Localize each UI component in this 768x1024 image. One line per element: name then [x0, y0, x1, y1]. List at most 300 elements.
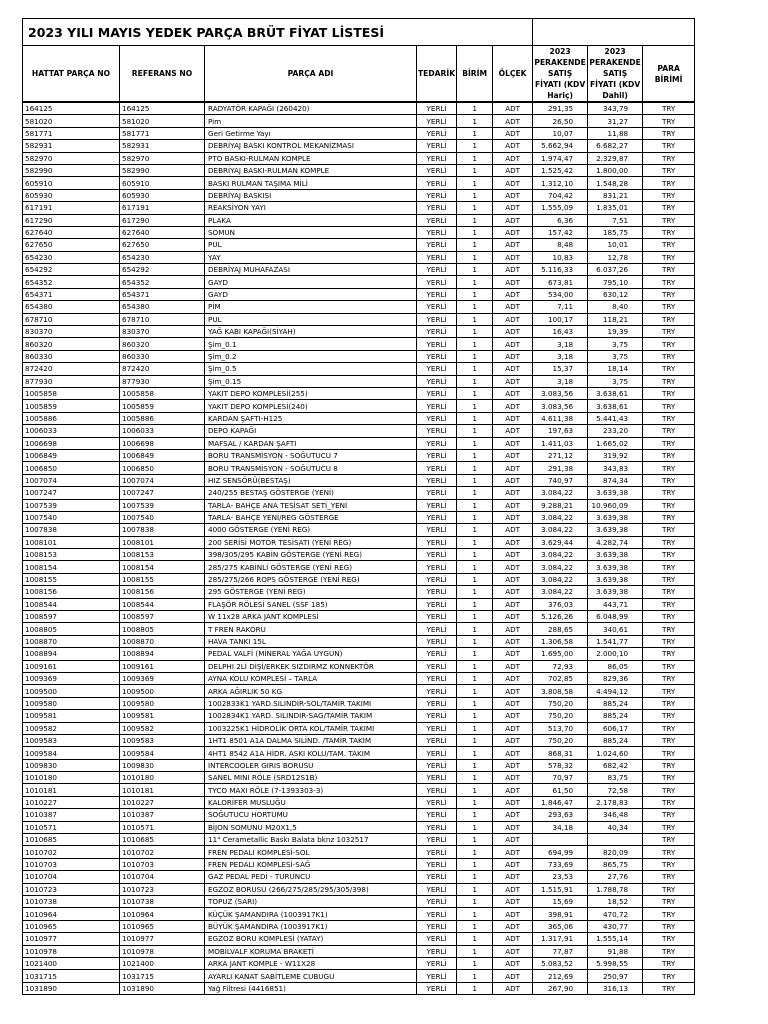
part-no-cell: 654292	[23, 264, 120, 276]
price-excl-vat-cell: 72,93	[533, 660, 588, 672]
unit-cell: 1	[457, 611, 493, 623]
reference-no-cell: 1007074	[120, 474, 205, 486]
column-header-reference-no: REFERANS NO	[120, 46, 205, 103]
measure-cell: ADT	[493, 127, 533, 139]
supply-cell: YERLİ	[417, 933, 457, 945]
reference-no-cell: 654292	[120, 264, 205, 276]
currency-cell: TRY	[643, 363, 695, 375]
measure-cell: ADT	[493, 400, 533, 412]
price-incl-vat-cell: 91,88	[588, 945, 643, 957]
unit-cell: 1	[457, 549, 493, 561]
reference-no-cell: 1007540	[120, 511, 205, 523]
part-name-cell: HIZ SENSÖRÜ(BESTAŞ)	[205, 474, 417, 486]
price-incl-vat-cell: 343,83	[588, 462, 643, 474]
currency-cell: TRY	[643, 524, 695, 536]
currency-cell: TRY	[643, 772, 695, 784]
unit-cell: 1	[457, 202, 493, 214]
currency-cell: TRY	[643, 449, 695, 461]
supply-cell: YERLİ	[417, 326, 457, 338]
price-excl-vat-cell: 267,90	[533, 982, 588, 994]
currency-cell: TRY	[643, 375, 695, 387]
currency-cell: TRY	[643, 685, 695, 697]
price-excl-vat-cell: 23,53	[533, 871, 588, 883]
price-incl-vat-cell: 86,05	[588, 660, 643, 672]
part-name-cell: DELPHI 2Lİ DİŞİ/ERKEK SIZDIRMZ KONNEKTÖR	[205, 660, 417, 672]
reference-no-cell: 1010704	[120, 871, 205, 883]
price-incl-vat-cell: 316,13	[588, 982, 643, 994]
measure-cell: ADT	[493, 561, 533, 573]
currency-cell: TRY	[643, 945, 695, 957]
unit-cell: 1	[457, 896, 493, 908]
price-incl-vat-cell: 470,72	[588, 908, 643, 920]
supply-cell: YERLİ	[417, 387, 457, 399]
part-name-cell: INTERCOOLER GIRIS BORUSU	[205, 759, 417, 771]
price-excl-vat-cell: 3.084,22	[533, 586, 588, 598]
part-name-cell: W 11x28 ARKA JANT KOMPLESİ	[205, 611, 417, 623]
part-no-cell: 581020	[23, 115, 120, 127]
measure-cell: ADT	[493, 598, 533, 610]
measure-cell: ADT	[493, 462, 533, 474]
table-row	[23, 796, 695, 808]
measure-cell: ADT	[493, 908, 533, 920]
price-incl-vat-cell	[588, 834, 643, 846]
price-excl-vat-cell: 733,69	[533, 858, 588, 870]
price-incl-vat-cell: 3.638,61	[588, 387, 643, 399]
measure-cell: ADT	[493, 350, 533, 362]
price-incl-vat-cell: 1.024,60	[588, 747, 643, 759]
measure-cell: ADT	[493, 152, 533, 164]
unit-cell: 1	[457, 102, 493, 115]
table-row	[23, 301, 695, 313]
table-row	[23, 164, 695, 176]
price-incl-vat-cell: 3.639,38	[588, 487, 643, 499]
supply-cell: YERLİ	[417, 152, 457, 164]
supply-cell: YERLİ	[417, 115, 457, 127]
measure-cell: ADT	[493, 759, 533, 771]
reference-no-cell: 1008156	[120, 586, 205, 598]
price-excl-vat-cell: 6,36	[533, 214, 588, 226]
currency-cell: TRY	[643, 598, 695, 610]
part-no-cell: 1008805	[23, 623, 120, 635]
part-name-cell: 200 SERİSİ MOTOR TESİSATI (YENİ REG)	[205, 536, 417, 548]
part-name-cell: DEPO KAPAĞI	[205, 425, 417, 437]
table-row	[23, 846, 695, 858]
measure-cell: ADT	[493, 573, 533, 585]
table-row	[23, 908, 695, 920]
table-row	[23, 883, 695, 895]
part-no-cell: 627640	[23, 226, 120, 238]
currency-cell: TRY	[643, 858, 695, 870]
table-row	[23, 710, 695, 722]
part-name-cell: BASKI RULMAN TAŞIMA MİLİ	[205, 177, 417, 189]
price-incl-vat-cell: 820,09	[588, 846, 643, 858]
reference-no-cell: 1008101	[120, 536, 205, 548]
price-incl-vat-cell: 3.639,38	[588, 511, 643, 523]
supply-cell: YERLİ	[417, 449, 457, 461]
part-name-cell: BORU TRANSMİSYON - SOĞUTUCU 7	[205, 449, 417, 461]
supply-cell: YERLİ	[417, 747, 457, 759]
measure-cell: ADT	[493, 809, 533, 821]
supply-cell: YERLİ	[417, 239, 457, 251]
unit-cell: 1	[457, 648, 493, 660]
supply-cell: YERLİ	[417, 400, 457, 412]
measure-cell: ADT	[493, 226, 533, 238]
table-row	[23, 821, 695, 833]
price-incl-vat-cell: 8,40	[588, 301, 643, 313]
price-excl-vat-cell: 15,37	[533, 363, 588, 375]
price-incl-vat-cell: 443,71	[588, 598, 643, 610]
supply-cell: YERLİ	[417, 722, 457, 734]
measure-cell: ADT	[493, 412, 533, 424]
price-list-table	[22, 18, 695, 995]
supply-cell: YERLİ	[417, 164, 457, 176]
price-incl-vat-cell: 6.037,26	[588, 264, 643, 276]
unit-cell: 1	[457, 573, 493, 585]
currency-cell: TRY	[643, 933, 695, 945]
price-incl-vat-cell: 1.548,28	[588, 177, 643, 189]
currency-cell: TRY	[643, 722, 695, 734]
table-row	[23, 561, 695, 573]
supply-cell: YERLİ	[417, 970, 457, 982]
table-row	[23, 127, 695, 139]
currency-cell: TRY	[643, 288, 695, 300]
unit-cell: 1	[457, 635, 493, 647]
part-name-cell: BİJON SOMUNU M20X1,5	[205, 821, 417, 833]
currency-cell: TRY	[643, 784, 695, 796]
supply-cell: YERLİ	[417, 908, 457, 920]
unit-cell: 1	[457, 214, 493, 226]
unit-cell: 1	[457, 449, 493, 461]
table-row	[23, 264, 695, 276]
price-excl-vat-cell: 1.525,42	[533, 164, 588, 176]
part-no-cell: 872420	[23, 363, 120, 375]
part-no-cell: 860320	[23, 338, 120, 350]
supply-cell: YERLİ	[417, 759, 457, 771]
supply-cell: YERLİ	[417, 846, 457, 858]
unit-cell: 1	[457, 164, 493, 176]
part-no-cell: 1007838	[23, 524, 120, 536]
price-incl-vat-cell: 18,14	[588, 363, 643, 375]
reference-no-cell: 582990	[120, 164, 205, 176]
price-excl-vat-cell: 7,11	[533, 301, 588, 313]
part-name-cell: GAZ PEDAL PEDİ - TURUNCU	[205, 871, 417, 883]
measure-cell: ADT	[493, 140, 533, 152]
price-incl-vat-cell: 865,75	[588, 858, 643, 870]
reference-no-cell: 164125	[120, 102, 205, 115]
currency-cell: TRY	[643, 536, 695, 548]
price-excl-vat-cell: 740,97	[533, 474, 588, 486]
price-incl-vat-cell: 885,24	[588, 734, 643, 746]
table-row	[23, 759, 695, 771]
part-name-cell: GAYD	[205, 288, 417, 300]
currency-cell: TRY	[643, 226, 695, 238]
price-incl-vat-cell: 3,75	[588, 338, 643, 350]
currency-cell: TRY	[643, 660, 695, 672]
price-incl-vat-cell: 72,58	[588, 784, 643, 796]
table-row	[23, 747, 695, 759]
part-no-cell: 1008597	[23, 611, 120, 623]
measure-cell: ADT	[493, 858, 533, 870]
column-header-measure: ÖLÇEK	[493, 46, 533, 103]
table-row	[23, 437, 695, 449]
measure-cell: ADT	[493, 648, 533, 660]
measure-cell: ADT	[493, 710, 533, 722]
supply-cell: YERLİ	[417, 821, 457, 833]
price-incl-vat-cell: 885,24	[588, 710, 643, 722]
unit-cell: 1	[457, 945, 493, 957]
measure-cell: ADT	[493, 747, 533, 759]
price-excl-vat-cell: 100,17	[533, 313, 588, 325]
unit-cell: 1	[457, 598, 493, 610]
reference-no-cell: 654380	[120, 301, 205, 313]
price-excl-vat-cell: 157,42	[533, 226, 588, 238]
part-no-cell: 1031890	[23, 982, 120, 994]
part-no-cell: 1009161	[23, 660, 120, 672]
price-excl-vat-cell: 77,87	[533, 945, 588, 957]
price-excl-vat-cell: 1.312,10	[533, 177, 588, 189]
supply-cell: YERLİ	[417, 425, 457, 437]
part-name-cell: PİM	[205, 301, 417, 313]
part-no-cell: 605930	[23, 189, 120, 201]
currency-cell: TRY	[643, 350, 695, 362]
measure-cell: ADT	[493, 177, 533, 189]
price-incl-vat-cell: 3.639,38	[588, 586, 643, 598]
currency-cell: TRY	[643, 672, 695, 684]
reference-no-cell: 1006850	[120, 462, 205, 474]
part-name-cell: TYCO MAXI RÖLE (7-1393303-3)	[205, 784, 417, 796]
supply-cell: YERLİ	[417, 511, 457, 523]
part-name-cell: YAĞ KABI KAPAĞI(SİYAH)	[205, 326, 417, 338]
table-row	[23, 933, 695, 945]
header-row	[23, 46, 695, 103]
table-row	[23, 697, 695, 709]
part-no-cell: 654371	[23, 288, 120, 300]
currency-cell: TRY	[643, 189, 695, 201]
measure-cell: ADT	[493, 536, 533, 548]
unit-cell: 1	[457, 809, 493, 821]
unit-cell: 1	[457, 462, 493, 474]
supply-cell: YERLİ	[417, 214, 457, 226]
unit-cell: 1	[457, 660, 493, 672]
currency-cell: TRY	[643, 214, 695, 226]
part-no-cell: 1010685	[23, 834, 120, 846]
table-row	[23, 462, 695, 474]
price-excl-vat-cell: 3.629,44	[533, 536, 588, 548]
reference-no-cell: 1008597	[120, 611, 205, 623]
reference-no-cell: 1009500	[120, 685, 205, 697]
reference-no-cell: 860330	[120, 350, 205, 362]
part-no-cell: 678710	[23, 313, 120, 325]
currency-cell: TRY	[643, 202, 695, 214]
currency-cell: TRY	[643, 871, 695, 883]
part-name-cell: KARDAN ŞAFTI-H125	[205, 412, 417, 424]
reference-no-cell: 1009580	[120, 697, 205, 709]
part-no-cell: 1010702	[23, 846, 120, 858]
unit-cell: 1	[457, 722, 493, 734]
part-no-cell: 1006850	[23, 462, 120, 474]
price-excl-vat-cell: 1.317,91	[533, 933, 588, 945]
price-excl-vat-cell: 10,07	[533, 127, 588, 139]
price-incl-vat-cell: 6.048,99	[588, 611, 643, 623]
table-row	[23, 140, 695, 152]
reference-no-cell: 581020	[120, 115, 205, 127]
price-excl-vat-cell: 5.662,94	[533, 140, 588, 152]
supply-cell: YERLİ	[417, 784, 457, 796]
reference-no-cell: 1010964	[120, 908, 205, 920]
price-excl-vat-cell: 376,03	[533, 598, 588, 610]
currency-cell: TRY	[643, 115, 695, 127]
table-row	[23, 772, 695, 784]
supply-cell: YERLİ	[417, 734, 457, 746]
table-row	[23, 920, 695, 932]
table-row	[23, 722, 695, 734]
part-no-cell: 1009583	[23, 734, 120, 746]
part-no-cell: 1008155	[23, 573, 120, 585]
unit-cell: 1	[457, 251, 493, 263]
part-name-cell: HAVA TANKI 15L	[205, 635, 417, 647]
table-row	[23, 313, 695, 325]
measure-cell: ADT	[493, 214, 533, 226]
part-name-cell: DEBRİYAJ BASKI-RULMAN KOMPLE	[205, 164, 417, 176]
currency-cell: TRY	[643, 759, 695, 771]
price-excl-vat-cell	[533, 834, 588, 846]
price-incl-vat-cell: 3.639,38	[588, 549, 643, 561]
unit-cell: 1	[457, 883, 493, 895]
reference-no-cell: 581771	[120, 127, 205, 139]
measure-cell: ADT	[493, 437, 533, 449]
price-incl-vat-cell: 430,77	[588, 920, 643, 932]
price-incl-vat-cell: 795,10	[588, 276, 643, 288]
part-name-cell: PUL	[205, 313, 417, 325]
price-incl-vat-cell: 3.639,38	[588, 561, 643, 573]
part-name-cell: FREN PEDALI KOMPLESİ-SAĞ	[205, 858, 417, 870]
reference-no-cell: 1008155	[120, 573, 205, 585]
supply-cell: YERLİ	[417, 982, 457, 994]
price-incl-vat-cell: 2.178,83	[588, 796, 643, 808]
part-name-cell: 240/255 BESTAŞ GÖSTERGE (YENİ)	[205, 487, 417, 499]
currency-cell: TRY	[643, 561, 695, 573]
table-row	[23, 189, 695, 201]
price-incl-vat-cell: 12,78	[588, 251, 643, 263]
unit-cell: 1	[457, 338, 493, 350]
measure-cell: ADT	[493, 685, 533, 697]
price-excl-vat-cell: 5.126,26	[533, 611, 588, 623]
supply-cell: YERLİ	[417, 276, 457, 288]
supply-cell: YERLİ	[417, 524, 457, 536]
document-title: 2023 YILI MAYIS YEDEK PARÇA BRÜT FİYAT LİSTESİ	[23, 19, 533, 46]
part-name-cell: TOPUZ (SARI)	[205, 896, 417, 908]
reference-no-cell: 627650	[120, 239, 205, 251]
unit-cell: 1	[457, 586, 493, 598]
unit-cell: 1	[457, 685, 493, 697]
currency-cell: TRY	[643, 697, 695, 709]
part-name-cell: GAYD	[205, 276, 417, 288]
table-row	[23, 177, 695, 189]
reference-no-cell: 1005858	[120, 387, 205, 399]
unit-cell: 1	[457, 375, 493, 387]
reference-no-cell: 1009830	[120, 759, 205, 771]
measure-cell: ADT	[493, 660, 533, 672]
part-name-cell: 1HT1 8501 A1A DALMA SILİND. /TAMİR TAKIM	[205, 734, 417, 746]
price-incl-vat-cell: 83,75	[588, 772, 643, 784]
supply-cell: YERLİ	[417, 896, 457, 908]
part-no-cell: 1009581	[23, 710, 120, 722]
unit-cell: 1	[457, 499, 493, 511]
reference-no-cell: 830370	[120, 326, 205, 338]
price-excl-vat-cell: 1.974,47	[533, 152, 588, 164]
price-excl-vat-cell: 3.083,56	[533, 387, 588, 399]
unit-cell: 1	[457, 846, 493, 858]
part-no-cell: 1007539	[23, 499, 120, 511]
part-name-cell: DEBRİYAJ BASKISI	[205, 189, 417, 201]
part-no-cell: 1010181	[23, 784, 120, 796]
measure-cell: ADT	[493, 425, 533, 437]
measure-cell: ADT	[493, 449, 533, 461]
price-incl-vat-cell: 18,52	[588, 896, 643, 908]
reference-no-cell: 617191	[120, 202, 205, 214]
price-incl-vat-cell: 343,79	[588, 102, 643, 115]
price-excl-vat-cell: 15,69	[533, 896, 588, 908]
table-row	[23, 202, 695, 214]
table-row	[23, 635, 695, 647]
price-excl-vat-cell: 578,32	[533, 759, 588, 771]
currency-cell: TRY	[643, 499, 695, 511]
price-excl-vat-cell: 3,18	[533, 338, 588, 350]
part-name-cell: PEDAL VALFİ (MİNERAL YAĞA UYGUN)	[205, 648, 417, 660]
reference-no-cell: 1008870	[120, 635, 205, 647]
part-name-cell: BÜYÜK ŞAMANDIRA (1003917K1)	[205, 920, 417, 932]
part-name-cell: REAKSİYON YAYI	[205, 202, 417, 214]
price-incl-vat-cell: 1.788,78	[588, 883, 643, 895]
unit-cell: 1	[457, 982, 493, 994]
unit-cell: 1	[457, 264, 493, 276]
currency-cell: TRY	[643, 264, 695, 276]
table-row	[23, 251, 695, 263]
currency-cell: TRY	[643, 710, 695, 722]
part-name-cell: 4000 GÖSTERGE (YENİ REG)	[205, 524, 417, 536]
unit-cell: 1	[457, 226, 493, 238]
part-no-cell: 1010180	[23, 772, 120, 784]
measure-cell: ADT	[493, 264, 533, 276]
supply-cell: YERLİ	[417, 412, 457, 424]
reference-no-cell: 1008805	[120, 623, 205, 635]
title-blank-cell	[533, 19, 695, 46]
price-incl-vat-cell: 3.639,38	[588, 524, 643, 536]
reference-no-cell: 860320	[120, 338, 205, 350]
unit-cell: 1	[457, 301, 493, 313]
currency-cell: TRY	[643, 896, 695, 908]
reference-no-cell: 1010180	[120, 772, 205, 784]
reference-no-cell: 1031715	[120, 970, 205, 982]
measure-cell: ADT	[493, 883, 533, 895]
part-name-cell: 11" Cerametallic Baskı Balata bknz 1032517	[205, 834, 417, 846]
unit-cell: 1	[457, 672, 493, 684]
measure-cell: ADT	[493, 611, 533, 623]
reference-no-cell: 1010227	[120, 796, 205, 808]
table-row	[23, 549, 695, 561]
part-name-cell: 295 GÖSTERGE (YENİ REG)	[205, 586, 417, 598]
supply-cell: YERLİ	[417, 660, 457, 672]
reference-no-cell: 1010685	[120, 834, 205, 846]
part-no-cell: 582970	[23, 152, 120, 164]
price-incl-vat-cell: 1.835,01	[588, 202, 643, 214]
currency-cell: TRY	[643, 140, 695, 152]
measure-cell: ADT	[493, 102, 533, 115]
price-excl-vat-cell: 3.084,22	[533, 511, 588, 523]
price-excl-vat-cell: 868,31	[533, 747, 588, 759]
reference-no-cell: 1005886	[120, 412, 205, 424]
unit-cell: 1	[457, 387, 493, 399]
